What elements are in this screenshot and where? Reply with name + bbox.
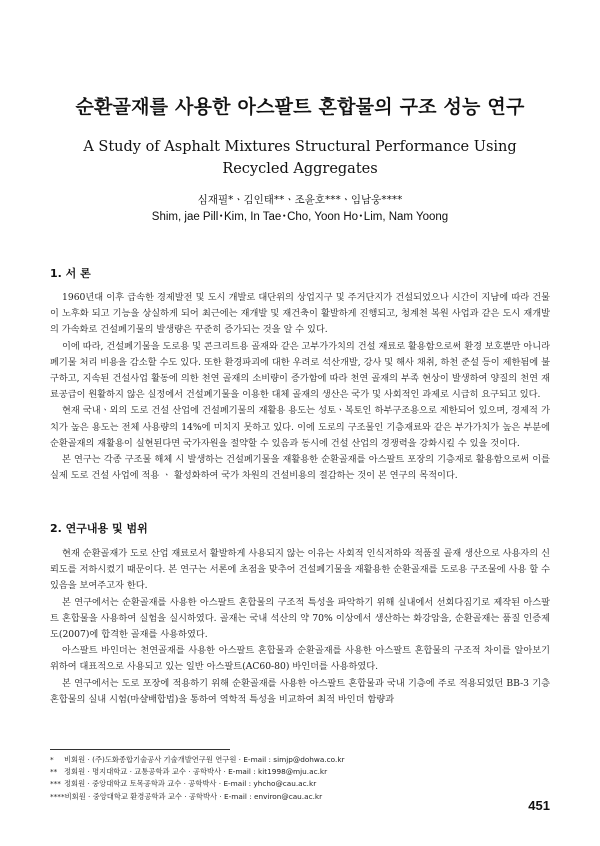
english-title-line-1: A Study of Asphalt Mixtures Structural Performance Using — [83, 139, 517, 155]
english-title — [60, 136, 540, 180]
footnotes — [50, 754, 550, 803]
paragraph: 본 연구는 각종 구조물 해체 시 발생하는 건설폐기물을 재활용한 순환골재를 아스팔트 포장의 기층재로 활용함으로써 이를 실제 도로 건설 사업에 적용 ㆍ 활성화하여 국가 차원의 건설비용의 절감하는 것이 본 연구의 목적이다. — [50, 454, 550, 482]
authors-korean: 심재필*ㆍ김인태**ㆍ조윤호***ㆍ임남웅**** — [197, 194, 403, 206]
footnote — [50, 754, 550, 766]
page-number: 451 — [528, 798, 550, 813]
authors-english: Shim, jae Pill･Kim, In Tae･Cho, Yoon Ho･Lim, Nam Yoong — [151, 211, 449, 223]
section-heading-scope: 2. 연구내용 및 범위 — [50, 522, 148, 535]
footnote — [50, 766, 550, 778]
korean-title: 순환골재를 사용한 아스팔트 혼합물의 구조 성능 연구 — [75, 96, 525, 118]
section-body-introduction — [50, 290, 550, 484]
paragraph: 1960년대 이후 급속한 경제발전 및 도시 개발로 대단위의 상업지구 및 주거단지가 건설되었으나 시간이 지남에 따라 건물이 노후화 되고 기능을 상실하게 되어 최근에는 재개발 및 재건축이 활발하게 진행되고, 청계천 복원 사업과 같은 도시 재개발의 가속화로 건설폐기물의 발생량은 꾸준히 증가되는 것을 알 수 있다. — [50, 292, 550, 336]
paragraph: 아스팔트 바인더는 천연골재를 사용한 아스팔트 혼합물과 순환골재를 사용한 아스팔트 혼합물의 구조적 차이를 알아보기 위하여 대표적으로 사용되고 있는 일반 아스팔트(AC60-80) 바인더를 사용하였다. — [50, 645, 550, 673]
footnote-text: 정회원 · 중앙대학교 토목공학과 교수 · 공학박사 · E-mail : yhcho@cau.ac.kr — [64, 779, 317, 789]
paragraph: 본 연구에서는 도로 포장에 적용하기 위해 순환골재를 사용한 아스팔트 혼합물과 국내 기층에 주로 적용되었던 BB-3 기층 혼합물의 실내 시험(마샬배합법)을 통하여 역학적 특성을 비교하여 최적 바인더 함량과 — [50, 677, 550, 705]
footnote-text: 비회원 · (주)도화종합기술공사 기술개발연구원 연구원 · E-mail : simjp@dohwa.co.kr — [64, 755, 345, 764]
paragraph: 현재 국내ㆍ외의 도로 건설 산업에 건설폐기물의 재활용 용도는 성토ㆍ복토인 하부구조용으로 제한되어 있으며, 경제적 가치가 높은 용도는 전체 사용량의 14%에 미치지 못하고 있다. 이에 도로의 구조물인 기층재료와 같은 부가가치가 높은 부분에 순환골재의 재활용이 실현된다면 국가자원을 절약할 수 있음과 동시에 건설 산업의 경쟁력을 강화시킬 수 있을 것이다. — [50, 405, 550, 449]
footnote-text: 정회원 · 명지대학교 · 교통공학과 교수 · 공학박사 · E-mail : kit1998@mju.ac.kr — [64, 767, 328, 777]
paragraph: 이에 따라, 건설폐기물을 도로용 및 콘크리트용 골재와 같은 고부가가치의 건설 재료로 활용함으로써 환경 보호뿐만 아니라 폐기물 처리 비용을 감소할 수도 있다. 또한 환경파괴에 대한 우려로 석산개발, 강사 및 해사 채취, 하천 준설 등이 제한됨에 불구하고, 지속된 건설사업 활동에 의한 천연 골재의 소비량이 증가함에 따라 천연 골재의 부족 현상이 발생하여 양질의 천연 재료공급이 원활하지 않은 실정에서 건설폐기물을 이용한 대체 골재의 생산은 국가 및 사회적인 과제로 시급히 요구되고 있다. — [50, 340, 550, 401]
footnote-mark: * — [50, 755, 54, 764]
english-title-line-2: Recycled Aggregates — [222, 161, 378, 177]
footnote — [50, 791, 550, 803]
footnote-divider — [50, 749, 230, 750]
section-body-scope — [50, 546, 550, 708]
paragraph: 현재 순환골재가 도로 산업 재료로서 활발하게 사용되지 않는 이유는 사회적 인식저하와 적품질 골재 생산으로 사용자의 신뢰도를 저하시켰기 때문이다. 본 연구는 서론에 초점을 맞추어 건설폐기물을 재활용한 순환골재를 도로용 구조물에 사용 할 수 있음을 보여주고자 한다. — [50, 548, 550, 592]
footnote — [50, 778, 550, 790]
footnote-mark: *** — [50, 779, 61, 789]
footnote-mark: **** — [50, 791, 65, 801]
section-heading-introduction: 1. 서 론 — [50, 267, 91, 280]
footnote-mark: ** — [50, 767, 58, 777]
footnote-text: 비회원 · 중앙대학교 환경공학과 교수 · 공학박사 · E-mail : environ@cau.ac.kr — [64, 791, 323, 801]
paragraph: 본 연구에서는 순환골재를 사용한 아스팔트 혼합물의 구조적 특성을 파악하기 위해 실내에서 선회다짐기로 제작된 아스팔트 혼합물을 사용하여 실험을 실시하였다. 골재는 국내 석산의 약 70% 이상에서 생산하는 화강암을, 순환골재는 품질 인증제도(2007)에 합격한 골재를 사용하였다. — [50, 596, 550, 641]
